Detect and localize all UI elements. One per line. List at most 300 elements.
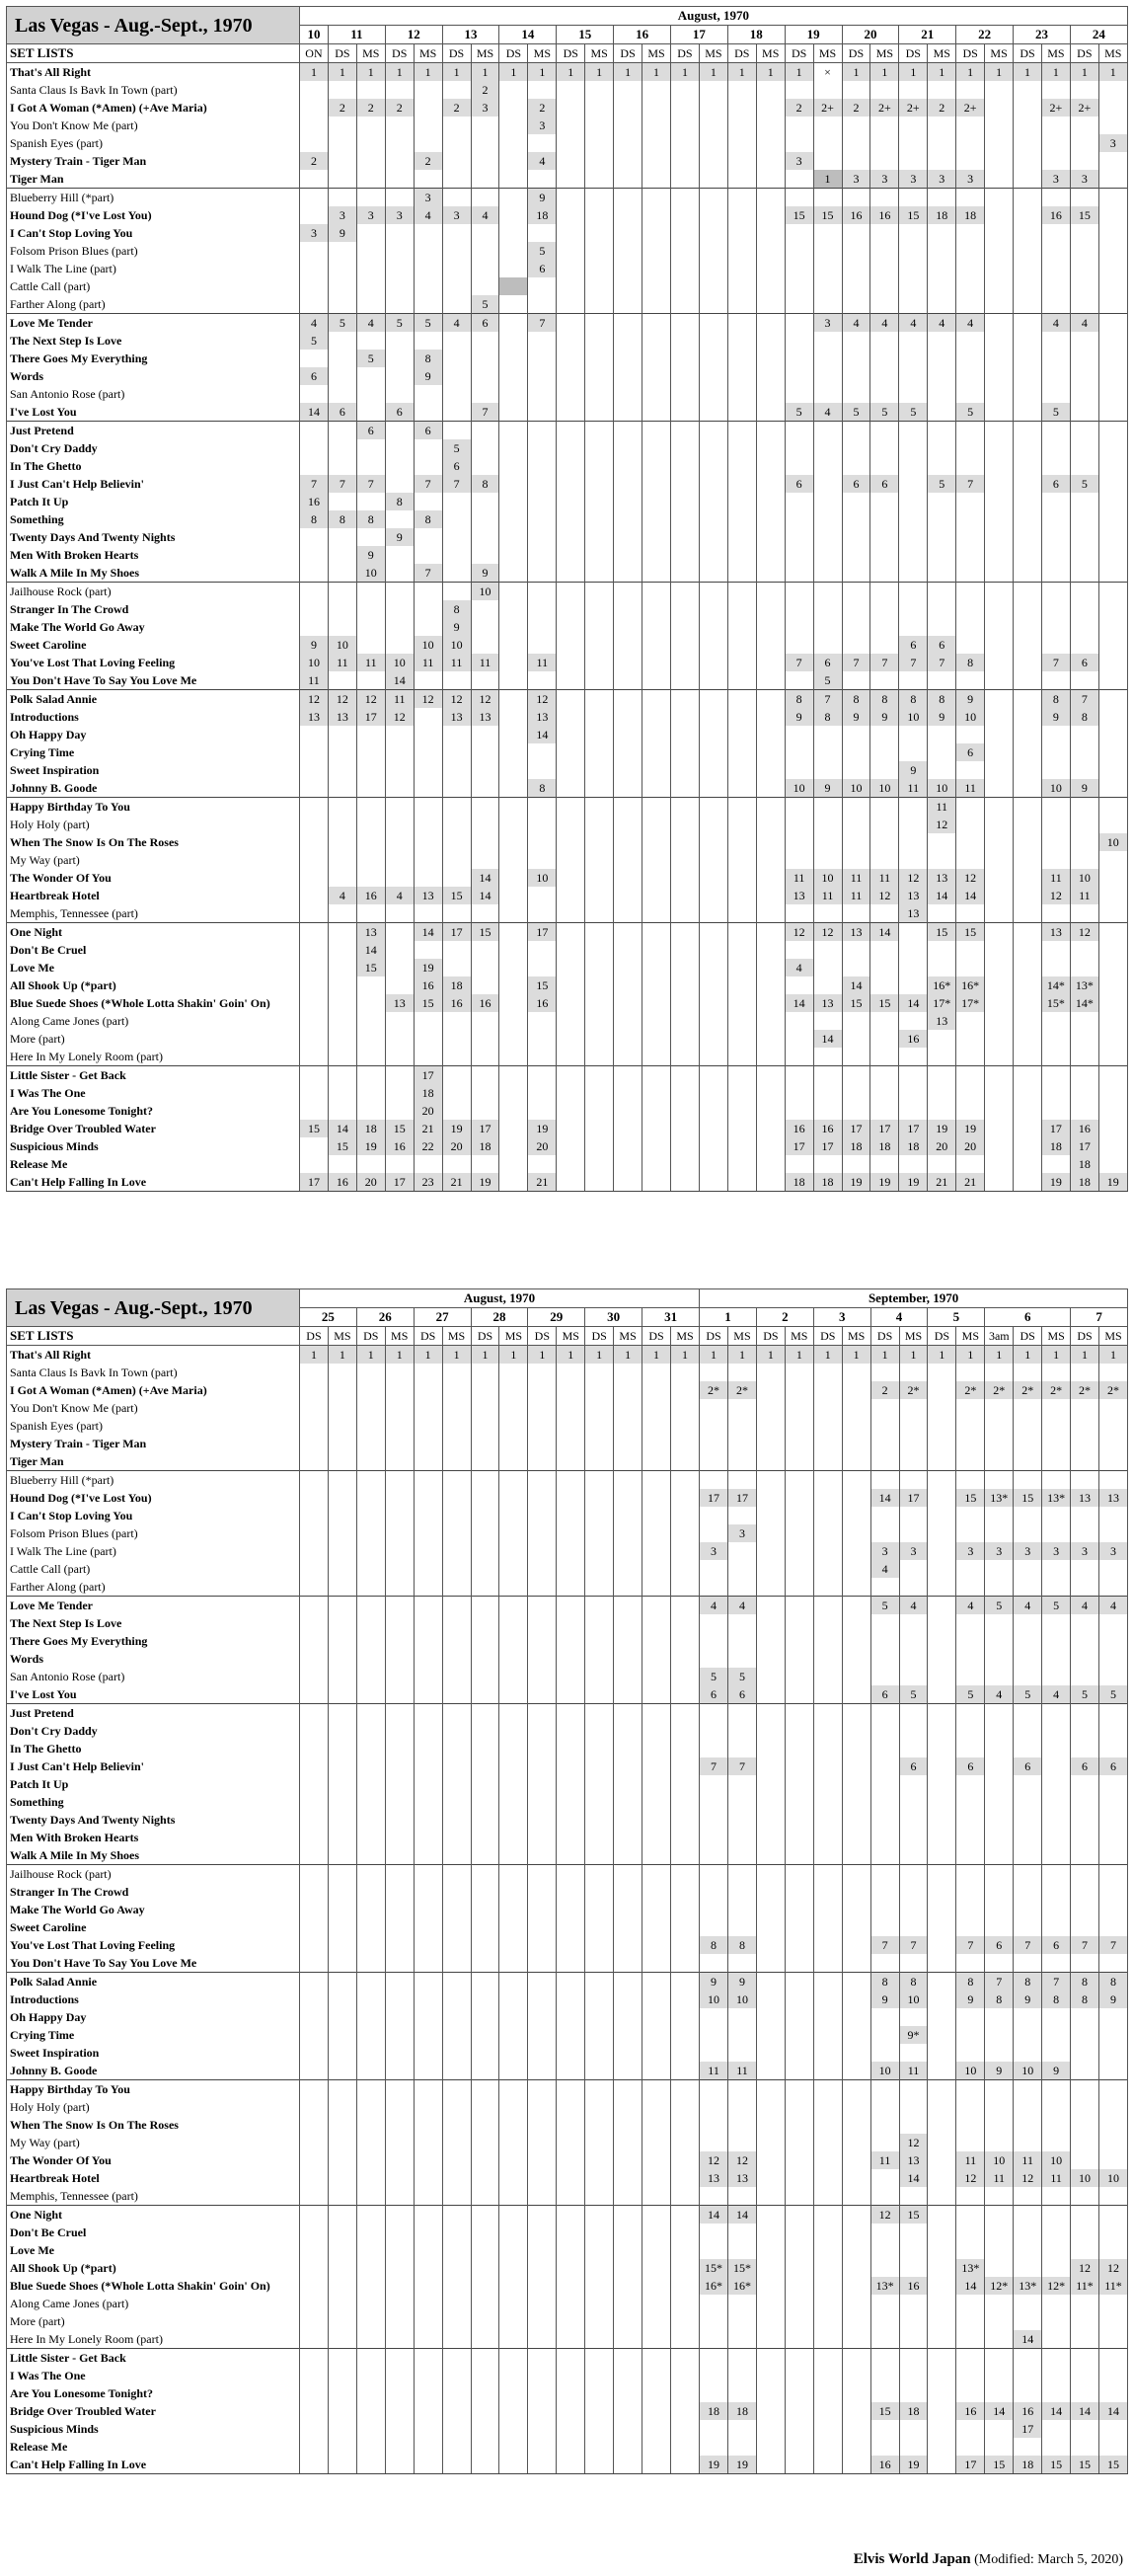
setlist-cell	[614, 2224, 642, 2241]
setlist-cell	[899, 1846, 928, 1865]
setlist-cell	[614, 546, 642, 564]
setlist-cell	[585, 2224, 614, 2241]
setlist-cell: 18	[1070, 1155, 1098, 1173]
setlist-cell	[300, 1954, 329, 1973]
setlist-cell: 5	[1042, 1597, 1071, 1615]
setlist-cell	[300, 2080, 329, 2099]
setlist-cell	[414, 1918, 442, 1936]
setlist-cell	[1041, 457, 1070, 475]
setlist-cell	[642, 1507, 671, 1524]
setlist-cell	[1014, 869, 1042, 887]
setlist-cell: 9	[356, 546, 385, 564]
setlist-cell	[813, 2187, 842, 2206]
setlist-cell	[1070, 618, 1098, 636]
setlist-cell	[499, 1471, 528, 1490]
setlist-cell	[956, 81, 985, 99]
setlist-cell	[756, 1954, 785, 1973]
setlist-cell	[670, 1775, 699, 1793]
setlist-cell	[528, 422, 557, 440]
setlist-cell	[870, 1507, 899, 1524]
setlist-cell	[813, 2241, 842, 2259]
setlist-cell	[642, 2277, 671, 2295]
setlist-cell	[670, 422, 699, 440]
setlist-cell	[385, 2187, 414, 2206]
setlist-cell	[499, 1685, 528, 1704]
setlist-cell	[756, 1120, 785, 1137]
song-title: Make The World Go Away	[7, 1901, 300, 1918]
setlist-cell	[1042, 2008, 1071, 2026]
setlist-cell	[1070, 403, 1098, 422]
setlist-cell	[385, 1597, 414, 1615]
setlist-cell	[642, 2116, 671, 2134]
setlist-cell	[300, 583, 329, 601]
setlist-cell: 10	[385, 654, 414, 671]
setlist-cell	[1041, 1012, 1070, 1030]
setlist-cell	[585, 117, 614, 134]
setlist-cell: 7	[1042, 1973, 1071, 1991]
setlist-cell	[928, 2151, 956, 2169]
setlist-cell	[300, 1757, 329, 1775]
setlist-cell	[614, 260, 642, 277]
setlist-cell	[356, 134, 385, 152]
setlist-cell	[328, 1829, 356, 1846]
setlist-cell	[785, 2151, 813, 2169]
setlist-cell	[442, 1973, 471, 1991]
table-row	[7, 206, 1128, 224]
setlist-cell	[699, 779, 727, 798]
setlist-cell	[471, 2008, 499, 2026]
setlist-cell: 18	[1070, 1173, 1098, 1192]
setlist-cell	[300, 206, 329, 224]
setlist-cell: 1	[956, 1346, 985, 1365]
setlist-cell	[557, 332, 585, 350]
setlist-cell	[557, 1120, 585, 1137]
setlist-cell	[414, 1811, 442, 1829]
setlist-cell	[756, 81, 785, 99]
setlist-cell	[928, 1991, 956, 2008]
setlist-cell	[385, 242, 414, 260]
setlist-cell	[642, 743, 671, 761]
setlist-cell	[985, 671, 1014, 690]
setlist-cell	[670, 887, 699, 904]
setlist-cell	[385, 295, 414, 314]
setlist-cell	[1071, 1471, 1099, 1490]
setlist-cell	[385, 1435, 414, 1452]
table-row	[7, 2062, 1128, 2080]
setlist-cell	[1071, 2151, 1099, 2169]
setlist-cell	[528, 457, 557, 475]
setlist-cell	[557, 851, 585, 869]
setlist-cell	[756, 743, 785, 761]
setlist-cell: 9	[1099, 1991, 1128, 2008]
setlist-cell	[727, 959, 756, 976]
setlist-cell	[785, 277, 813, 295]
setlist-cell: 15	[1042, 2456, 1071, 2474]
setlist-cell	[1071, 1918, 1099, 1936]
setlist-cell: 4	[1014, 1597, 1042, 1615]
setlist-cell	[1014, 1435, 1042, 1452]
setlist-cell	[928, 1973, 956, 1991]
setlist-cell: 1	[1042, 1346, 1071, 1365]
setlist-cell	[356, 2456, 385, 2474]
setlist-cell	[785, 295, 813, 314]
setlist-cell	[328, 1597, 356, 1615]
song-title: Stranger In The Crowd	[7, 1883, 300, 1901]
setlist-cell	[414, 1704, 442, 1723]
setlist-cell	[328, 2206, 356, 2225]
date-header: 2	[756, 1308, 813, 1327]
setlist-cell	[528, 403, 557, 422]
setlist-cell	[557, 2349, 585, 2368]
setlist-cell: 5	[300, 332, 329, 350]
setlist-cell	[928, 134, 956, 152]
setlist-cell	[670, 2080, 699, 2099]
setlist-cell	[1099, 1918, 1128, 1936]
setlist-cell	[842, 1793, 870, 1811]
setlist-cell	[700, 1704, 728, 1723]
setlist-cell	[557, 510, 585, 528]
setlist-cell	[670, 1102, 699, 1120]
setlist-cell	[585, 1918, 614, 1936]
setlist-cell	[385, 1973, 414, 1991]
setlist-cell	[557, 2456, 585, 2474]
setlist-cell: 1	[870, 1346, 899, 1365]
setlist-cell	[499, 779, 528, 798]
setlist-cell	[728, 2008, 757, 2026]
setlist-cell	[300, 1417, 329, 1435]
setlist-cell	[528, 2151, 557, 2169]
song-title: I Can't Stop Loving You	[7, 224, 300, 242]
setlist-cell	[614, 152, 642, 170]
song-title: Love Me Tender	[7, 314, 300, 333]
setlist-cell	[385, 1632, 414, 1650]
setlist-cell	[414, 1524, 442, 1542]
setlist-cell: 15	[442, 887, 471, 904]
setlist-cell	[899, 2098, 928, 2116]
setlist-cell	[528, 1883, 557, 1901]
setlist-cell: 9	[1042, 2062, 1071, 2080]
setlist-cell	[813, 761, 842, 779]
setlist-cell: 19	[899, 2456, 928, 2474]
song-title: Something	[7, 1793, 300, 1811]
setlist-cell	[899, 295, 928, 314]
song-title: The Wonder Of You	[7, 869, 300, 887]
setlist-cell	[928, 761, 956, 779]
setlist-cell	[928, 600, 956, 618]
setlist-cell	[670, 206, 699, 224]
setlist-cell	[328, 600, 356, 618]
setlist-cell	[414, 1793, 442, 1811]
month-header: August, 1970	[300, 7, 1128, 26]
setlist-cell: 8	[956, 654, 985, 671]
setlist-cell	[985, 546, 1014, 564]
setlist-cell	[385, 923, 414, 942]
setlist-cell	[528, 2277, 557, 2295]
setlist-cell	[985, 994, 1014, 1012]
setlist-cell	[728, 1452, 757, 1471]
setlist-cell	[642, 117, 671, 134]
setlist-cell	[785, 2277, 813, 2295]
song-title: Hound Dog (*I've Lost You)	[7, 1489, 300, 1507]
setlist-cell	[842, 1012, 870, 1030]
setlist-cell	[956, 2438, 985, 2456]
setlist-cell	[328, 779, 356, 798]
setlist-cell	[414, 2062, 442, 2080]
setlist-cell: 13	[899, 887, 928, 904]
setlist-cell	[785, 422, 813, 440]
setlist-cell	[528, 583, 557, 601]
setlist-cell	[499, 2330, 528, 2349]
setlist-cell	[928, 618, 956, 636]
setlist-cell	[899, 1452, 928, 1471]
setlist-cell	[1071, 1668, 1099, 1685]
setlist-cell: 17	[471, 1120, 499, 1137]
setlist-cell	[756, 2277, 785, 2295]
setlist-cell	[557, 2008, 585, 2026]
setlist-cell	[1014, 1668, 1042, 1685]
setlist-cell	[1041, 493, 1070, 510]
setlist-cell	[728, 2098, 757, 2116]
setlist-cell	[442, 1578, 471, 1597]
setlist-cell	[756, 1775, 785, 1793]
setlist-cell: 10	[985, 2151, 1014, 2169]
setlist-cell	[670, 1507, 699, 1524]
setlist-cell	[1098, 959, 1127, 976]
setlist-cell	[1041, 350, 1070, 367]
setlist-cell	[614, 671, 642, 690]
setlist-cell: 2+	[813, 99, 842, 117]
setlist-cell: 20	[442, 1137, 471, 1155]
setlist-cell	[928, 546, 956, 564]
table-row	[7, 457, 1128, 475]
setlist-cell	[842, 2044, 870, 2062]
setlist-cell	[642, 1954, 671, 1973]
setlist-cell	[870, 851, 899, 869]
setlist-cell	[928, 1560, 956, 1578]
setlist-cell	[870, 833, 899, 851]
setlist-cell	[385, 2312, 414, 2330]
setlist-cell	[727, 779, 756, 798]
show-header: MS	[471, 44, 499, 63]
setlist-cell	[785, 1066, 813, 1085]
setlist-cell	[842, 1542, 870, 1560]
setlist-cell	[471, 1740, 499, 1757]
setlist-cell	[614, 2456, 642, 2474]
setlist-cell	[756, 1578, 785, 1597]
setlist-cell	[842, 1030, 870, 1048]
setlist-cell	[1014, 295, 1042, 314]
setlist-cell	[756, 1048, 785, 1066]
setlist-cell	[442, 1364, 471, 1381]
setlist-cell	[499, 2206, 528, 2225]
setlist-cell	[813, 1685, 842, 1704]
setlist-cell	[499, 1846, 528, 1865]
setlist-cell	[1071, 2098, 1099, 2116]
setlist-cell	[414, 403, 442, 422]
setlist-cell	[471, 851, 499, 869]
setlist-cell	[870, 2312, 899, 2330]
setlist-cell	[414, 2330, 442, 2349]
setlist-cell	[328, 1954, 356, 1973]
setlist-cell	[956, 941, 985, 959]
setlist-cell: 7	[1071, 1936, 1099, 1954]
setlist-cell	[585, 690, 614, 709]
song-title: Don't Cry Daddy	[7, 1722, 300, 1740]
setlist-cell: 2*	[728, 1381, 757, 1399]
setlist-cell: 9	[385, 528, 414, 546]
setlist-cell	[385, 564, 414, 583]
setlist-cell	[356, 1435, 385, 1452]
setlist-cell	[614, 1614, 642, 1632]
setlist-cell	[1042, 2438, 1071, 2456]
setlist-cell	[842, 277, 870, 295]
setlist-cell: 19	[956, 1120, 985, 1137]
setlist-cell: 11	[956, 2151, 985, 2169]
setlist-cell	[928, 2008, 956, 2026]
setlist-cell	[442, 564, 471, 583]
setlist-cell: 13	[528, 708, 557, 726]
setlist-cell	[1042, 2026, 1071, 2044]
setlist-cell: 9	[785, 708, 813, 726]
setlist-cell	[928, 1936, 956, 1954]
setlist-cell	[985, 2206, 1014, 2225]
date-header: 10	[300, 26, 329, 44]
setlist-cell	[385, 726, 414, 743]
setlist-cell	[756, 2420, 785, 2438]
setlist-cell	[1098, 332, 1127, 350]
setlist-cell: 16	[870, 2456, 899, 2474]
setlist-cell	[442, 1012, 471, 1030]
setlist-cell	[985, 1120, 1014, 1137]
setlist-cell	[756, 206, 785, 224]
setlist-cell	[1098, 295, 1127, 314]
setlist-cell	[642, 457, 671, 475]
setlist-cell	[728, 2224, 757, 2241]
setlist-cell	[899, 475, 928, 493]
setlist-cell	[442, 134, 471, 152]
setlist-cell	[1014, 385, 1042, 403]
setlist-cell	[499, 1066, 528, 1085]
setlist-cell	[727, 314, 756, 333]
setlist-cell	[356, 2224, 385, 2241]
table-title: Las Vegas - Aug.-Sept., 1970	[7, 7, 300, 44]
setlist-cell	[585, 403, 614, 422]
setlist-cell	[1014, 2187, 1042, 2206]
setlist-cell: 4	[899, 1597, 928, 1615]
setlist-cell	[756, 2026, 785, 2044]
song-title: Words	[7, 367, 300, 385]
setlist-cell	[670, 1435, 699, 1452]
setlist-cell	[499, 1883, 528, 1901]
setlist-cell: 5	[728, 1668, 757, 1685]
setlist-cell	[442, 295, 471, 314]
setlist-cell	[813, 959, 842, 976]
setlist-cell	[585, 761, 614, 779]
setlist-cell	[670, 457, 699, 475]
setlist-cell	[442, 1829, 471, 1846]
setlist-cell	[985, 1030, 1014, 1048]
date-header: 21	[899, 26, 956, 44]
setlist-cell	[956, 636, 985, 654]
setlist-cell: 16	[899, 1030, 928, 1048]
setlist-cell: 7	[414, 564, 442, 583]
setlist-cell	[928, 439, 956, 457]
date-header: 28	[471, 1308, 528, 1327]
setlist-cell	[442, 2456, 471, 2474]
setlist-cell: 1	[870, 63, 899, 82]
setlist-cell	[414, 904, 442, 923]
setlist-cell	[614, 1155, 642, 1173]
setlist-cell	[670, 636, 699, 654]
setlist-cell	[700, 1865, 728, 1884]
setlist-cell	[785, 2169, 813, 2187]
setlist-cell	[414, 1399, 442, 1417]
setlist-cell	[356, 851, 385, 869]
setlist-cell	[1041, 295, 1070, 314]
setlist-cell: 2+	[899, 99, 928, 117]
setlist-cell	[414, 2295, 442, 2312]
setlist-cell	[585, 1597, 614, 1615]
setlist-cell	[813, 2098, 842, 2116]
setlist-cell	[870, 1435, 899, 1452]
setlist-cell: 1	[414, 1346, 442, 1365]
setlist-cell	[499, 941, 528, 959]
setlist-cell	[700, 1507, 728, 1524]
setlist-cell	[385, 367, 414, 385]
setlist-cell	[985, 2312, 1014, 2330]
setlist-cell	[785, 2349, 813, 2368]
setlist-cell	[1041, 1066, 1070, 1085]
setlist-cell	[1014, 816, 1042, 833]
setlist-cell	[471, 2151, 499, 2169]
setlist-cell	[300, 779, 329, 798]
setlist-cell	[956, 2206, 985, 2225]
setlist-cell	[842, 242, 870, 260]
setlist-cell	[614, 475, 642, 493]
setlist-cell	[1098, 189, 1127, 207]
setlist-cell	[956, 564, 985, 583]
setlist-cell	[300, 2241, 329, 2259]
setlist-cell	[785, 2330, 813, 2349]
setlist-cell	[785, 1578, 813, 1597]
setlist-cell	[499, 1155, 528, 1173]
setlist-cell	[614, 2169, 642, 2187]
setlist-cell	[756, 1435, 785, 1452]
setlist-cell	[499, 761, 528, 779]
setlist-cell	[899, 1632, 928, 1650]
setlist-cell: 1	[756, 63, 785, 82]
setlist-cell	[813, 816, 842, 833]
setlist-cell	[899, 189, 928, 207]
song-title: Along Came Jones (part)	[7, 2295, 300, 2312]
setlist-cell	[585, 546, 614, 564]
setlist-cell	[1070, 350, 1098, 367]
setlist-cell	[956, 1471, 985, 1490]
setlist-cell	[499, 851, 528, 869]
setlist-cell	[300, 2062, 329, 2080]
setlist-cell	[614, 941, 642, 959]
setlist-cell: 9	[899, 761, 928, 779]
song-title: Don't Be Cruel	[7, 941, 300, 959]
setlist-cell	[499, 546, 528, 564]
setlist-cell	[557, 1793, 585, 1811]
setlist-cell	[842, 1954, 870, 1973]
setlist-cell	[928, 1507, 956, 1524]
setlist-cell: 1	[985, 63, 1014, 82]
song-title: You've Lost That Loving Feeling	[7, 654, 300, 671]
setlist-cell: 11	[471, 654, 499, 671]
setlist-cell	[471, 1775, 499, 1793]
